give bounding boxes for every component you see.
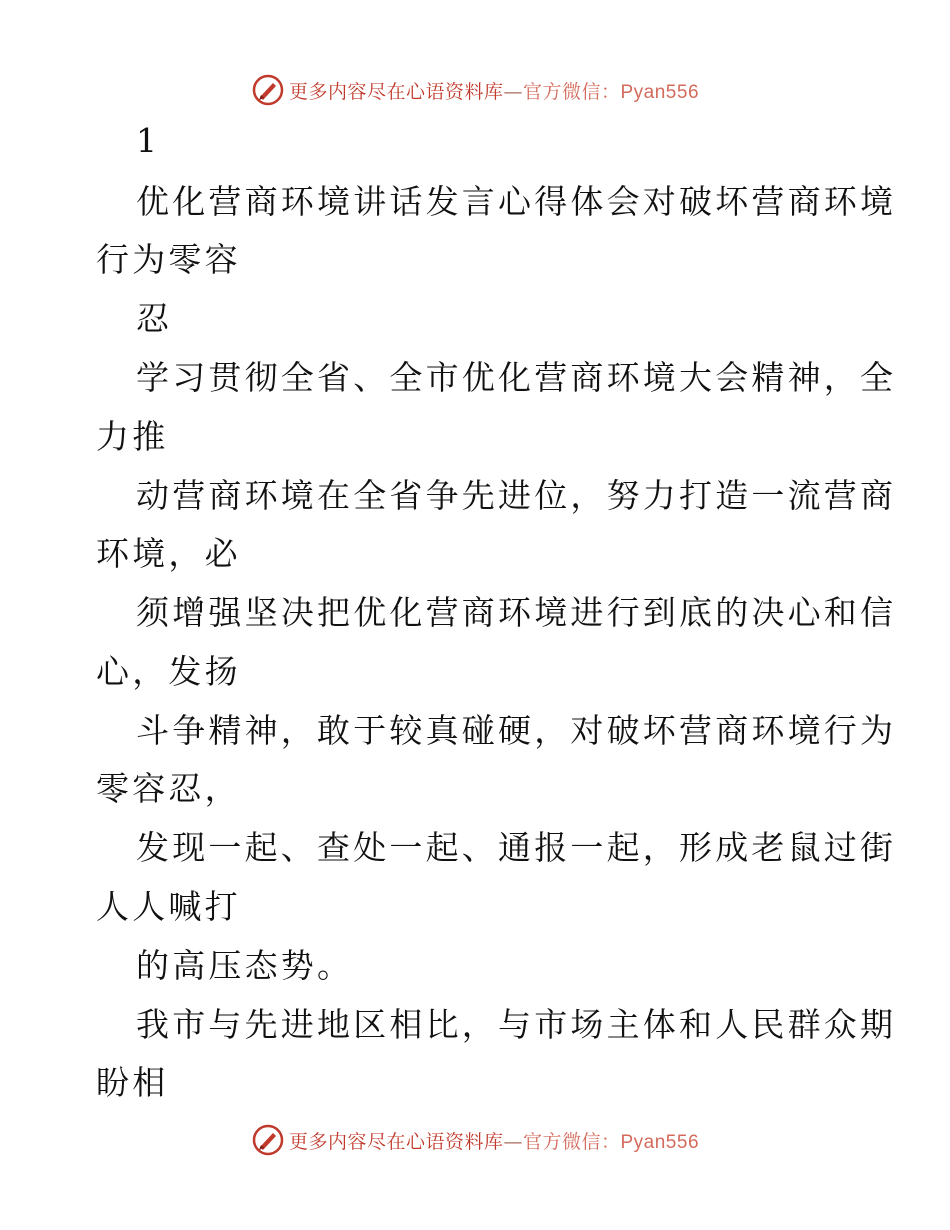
- header-banner: [0, 68, 950, 112]
- text-line: 我市与先进地区相比，与市场主体和人民群众期: [136, 1005, 897, 1044]
- text-line: 动营商环境在全省争先进位，努力打造一流营商: [136, 476, 897, 515]
- text-line: 学习贯彻全省、全市优化营商环境大会精神，全: [136, 358, 897, 397]
- text-line: 忍: [136, 299, 173, 338]
- text-line: 的高压态势。: [136, 946, 354, 985]
- text-line: 发现一起、查处一起、通报一起，形成老鼠过街: [136, 828, 897, 867]
- text-line: 心，发扬: [96, 652, 241, 691]
- text-line: 人人喊打: [96, 887, 241, 926]
- text-line: 盼相: [96, 1063, 169, 1102]
- pen-logo-icon: [251, 1123, 285, 1157]
- footer-banner: [0, 1118, 950, 1162]
- text-line: 力推: [96, 417, 169, 456]
- pen-logo-icon: [251, 73, 285, 107]
- banner-text: 更多内容尽在心语资料库—官方微信：Pyan556: [288, 1130, 700, 1153]
- text-line: 须增强坚决把优化营商环境进行到底的决心和信: [136, 593, 897, 632]
- text-line: 零容忍，: [96, 769, 241, 808]
- text-line: 斗争精神，敢于较真碰硬，对破坏营商环境行为: [136, 711, 897, 750]
- banner-text: 更多内容尽在心语资料库—官方微信：Pyan556: [288, 80, 700, 103]
- text-line: 环境，必: [96, 534, 241, 573]
- text-line: 优化营商环境讲话发言心得体会对破坏营商环境: [136, 182, 897, 221]
- text-line: 行为零容: [96, 240, 241, 279]
- text-line: 1: [136, 121, 161, 160]
